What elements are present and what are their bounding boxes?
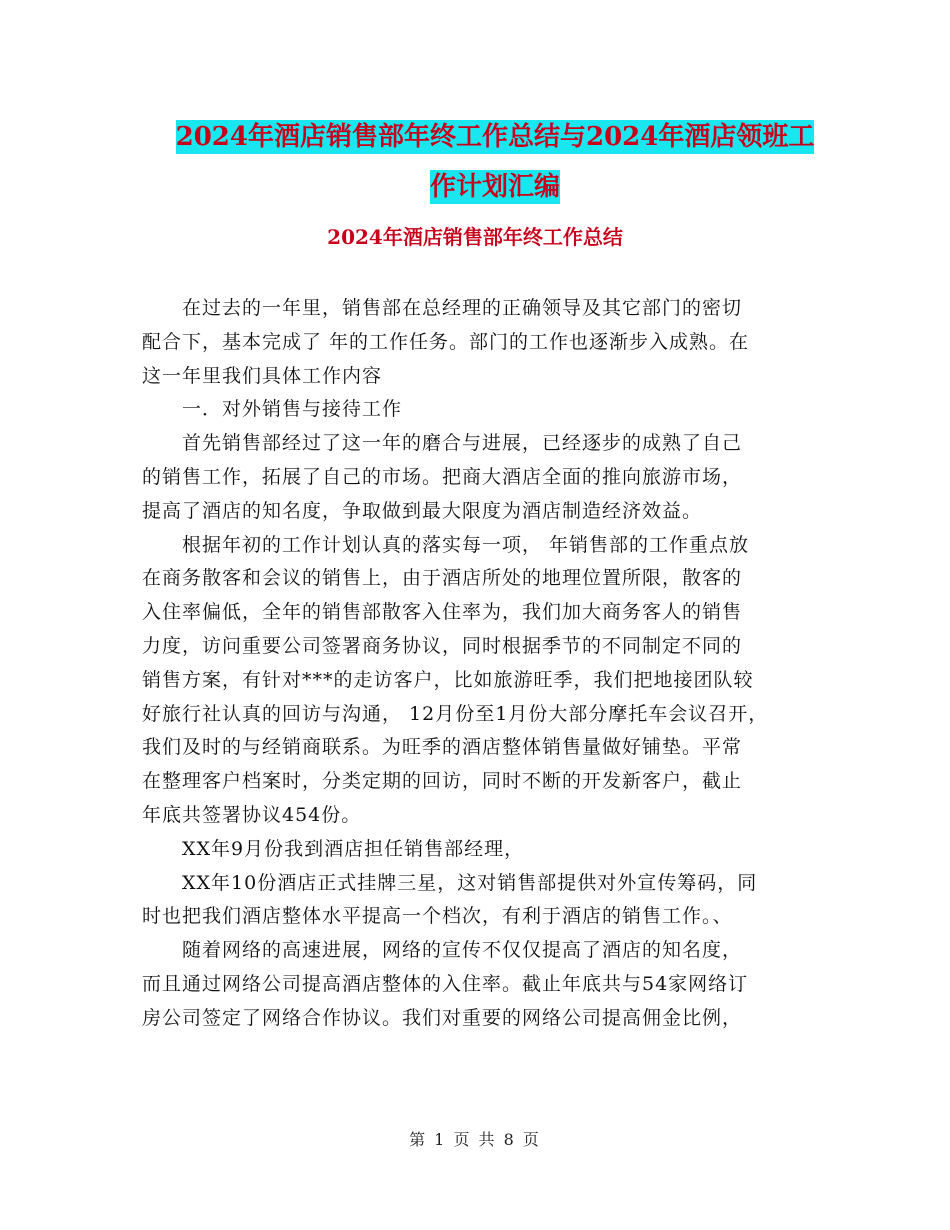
body-line: 年底共签署协议454份。 [142,803,362,826]
title-line-2: 作计划汇编 [429,172,560,202]
body-line: 随着网络的高速进展，网络的宣传不仅仅提高了酒店的知名度， [182,939,743,962]
title-line-1: 2024年酒店销售部年终工作总结与2024年酒店领班工 [175,122,815,152]
body-line: 这一年里我们具体工作内容 [142,364,383,387]
document-title [140,112,850,212]
section-title: 2024年酒店销售部年终工作总结 [327,225,623,249]
body-line: 我们及时的与经销商联系。为旺季的酒店整体销售量做好铺垫。平常 [142,736,743,759]
body-line: 时也把我们酒店整体水平提高一个档次，有利于酒店的销售工作。、 [142,905,733,928]
body-line: 一．对外销售与接待工作 [182,398,403,421]
body-line: 的销售工作，拓展了自己的市场。把商大酒店全面的推向旅游市场， [142,465,743,488]
body-line: 力度，访问重要公司签署商务协议，同时根据季节的不同制定不同的 [142,634,743,657]
body-line: 好旅行社认真的回访与沟通， 12月份至1月份大部分摩托车会议召开， [142,702,769,725]
body-line: 房公司签定了网络合作协议。我们对重要的网络公司提高佣金比例， [142,1006,743,1029]
body-line: 销售方案，有针对***的走访客户，比如旅游旺季，我们把地接团队较 [142,668,754,691]
body-line: 入住率偏低，全年的销售部散客入住率为，我们加大商务客人的销售 [142,601,743,624]
page-footer: 第 1 页 共 8 页 [409,1130,541,1149]
body-line: 而且通过网络公司提高酒店整体的入住率。截止年底共与54家网络订 [142,972,749,995]
body-line: 首先销售部经过了这一年的磨合与进展，已经逐步的成熟了自己 [182,432,743,455]
body-line: 根据年初的工作计划认真的落实每一项， 年销售部的工作重点放 [182,533,750,556]
body-line: 在商务散客和会议的销售上，由于酒店所处的地理位置所限，散客的 [142,567,743,590]
body-line: XX年9月份我到酒店担任销售部经理， [182,837,525,860]
body-line: 在过去的一年里，销售部在总经理的正确领导及其它部门的密切 [182,297,743,319]
body-text [142,292,814,1036]
body-line: 提高了酒店的知名度，争取做到最大限度为酒店制造经济效益。 [142,499,703,522]
body-line: 配合下，基本完成了 年的工作任务。部门的工作也逐渐步入成熟。在 [142,330,750,353]
body-line: 在整理客户档案时，分类定期的回访，同时不断的开发新客户，截止 [142,770,743,793]
body-line: XX年10份酒店正式挂牌三星，这对销售部提供对外宣传筹码，同 [182,871,758,894]
